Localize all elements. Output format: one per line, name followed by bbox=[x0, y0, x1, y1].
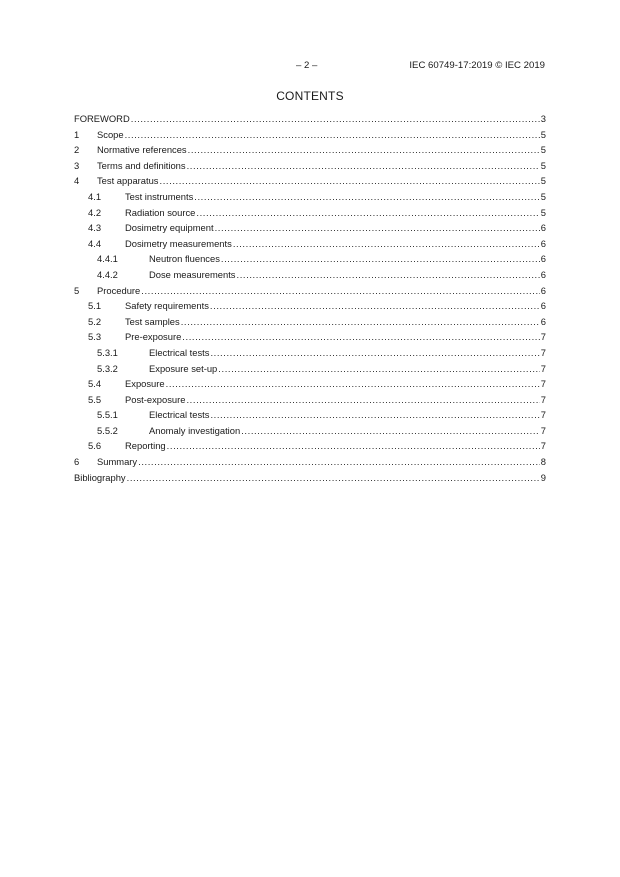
toc-entry-number: 5.3 bbox=[88, 331, 102, 343]
contents-title: CONTENTS bbox=[276, 89, 344, 103]
toc-entry[interactable] bbox=[74, 191, 546, 207]
toc-entry[interactable] bbox=[74, 456, 546, 472]
dot-leader bbox=[194, 191, 540, 202]
toc-entry[interactable] bbox=[74, 222, 546, 238]
dot-leader bbox=[127, 472, 540, 483]
toc-entry-page: 7 bbox=[540, 331, 546, 343]
dot-leader bbox=[166, 378, 540, 389]
toc-entry-number: 4.2 bbox=[88, 206, 102, 218]
dot-leader bbox=[210, 347, 539, 358]
toc-entry-title: Radiation source bbox=[125, 206, 196, 218]
toc-entry-number: 5.3.1 bbox=[97, 346, 118, 358]
toc-entry-title: Procedure bbox=[97, 284, 141, 296]
document-reference: IEC 60749-17:2019 © IEC 2019 bbox=[409, 60, 545, 71]
toc-entry-page: 9 bbox=[540, 471, 546, 483]
toc-entry-title: Bibliography bbox=[74, 471, 126, 483]
toc-entry-number: 4.4.1 bbox=[97, 253, 118, 265]
toc-entry-title: Test apparatus bbox=[97, 175, 159, 187]
dot-leader bbox=[221, 253, 540, 264]
dot-leader bbox=[237, 269, 540, 280]
toc-entry-number: 4.4.2 bbox=[97, 268, 118, 280]
toc-entry[interactable] bbox=[74, 363, 546, 379]
toc-entry-page: 3 bbox=[540, 113, 546, 124]
toc-entry[interactable] bbox=[74, 113, 546, 129]
toc-entry-title: Safety requirements bbox=[125, 300, 209, 312]
toc-entry-title: Pre-exposure bbox=[125, 331, 182, 343]
toc-entry-number: 3 bbox=[74, 159, 80, 171]
toc-entry-page: 5 bbox=[540, 159, 546, 171]
toc-entry-page: 5 bbox=[540, 175, 546, 187]
toc-entry-title: Dosimetry equipment bbox=[125, 222, 214, 234]
toc-entry-number: 5.2 bbox=[88, 315, 102, 327]
toc-entry-page: 7 bbox=[540, 393, 546, 405]
table-of-contents bbox=[74, 113, 546, 487]
toc-entry-number: 2 bbox=[74, 144, 80, 156]
toc-entry-page: 5 bbox=[540, 144, 546, 156]
dot-leader bbox=[181, 316, 540, 327]
page-header bbox=[0, 60, 620, 74]
toc-entry-page: 8 bbox=[540, 456, 546, 468]
toc-entry-title: Test samples bbox=[125, 315, 180, 327]
toc-entry-page: 7 bbox=[540, 424, 546, 436]
toc-entry-page: 6 bbox=[540, 253, 546, 265]
toc-entry[interactable] bbox=[74, 472, 546, 488]
toc-entry-page: 6 bbox=[540, 222, 546, 234]
dot-leader bbox=[182, 331, 540, 342]
dot-leader bbox=[196, 207, 539, 218]
toc-entry[interactable] bbox=[74, 160, 546, 176]
toc-entry-number: 5.5 bbox=[88, 393, 102, 405]
toc-entry[interactable] bbox=[74, 144, 546, 160]
toc-entry-title: Normative references bbox=[97, 144, 187, 156]
dot-leader bbox=[160, 175, 540, 186]
toc-entry-number: 5.6 bbox=[88, 440, 102, 452]
toc-entry[interactable] bbox=[74, 175, 546, 191]
toc-entry-number: 5.4 bbox=[88, 378, 102, 390]
toc-entry-number: 5.1 bbox=[88, 300, 102, 312]
toc-entry-number: 5.5.1 bbox=[97, 409, 118, 421]
toc-entry-page: 7 bbox=[540, 378, 546, 390]
dot-leader bbox=[141, 285, 540, 296]
toc-entry-title: FOREWORD bbox=[74, 113, 130, 124]
toc-entry-title: Neutron fluences bbox=[149, 253, 220, 265]
toc-entry[interactable] bbox=[74, 285, 546, 301]
toc-entry[interactable] bbox=[74, 394, 546, 410]
toc-entry-number: 4.4 bbox=[88, 237, 102, 249]
toc-entry[interactable] bbox=[74, 378, 546, 394]
toc-entry-title: Terms and definitions bbox=[97, 159, 186, 171]
toc-entry-title: Dose measurements bbox=[149, 268, 236, 280]
toc-entry-page: 5 bbox=[540, 206, 546, 218]
toc-entry-title: Summary bbox=[97, 456, 138, 468]
toc-entry[interactable] bbox=[74, 409, 546, 425]
toc-entry[interactable] bbox=[74, 269, 546, 285]
toc-entry[interactable] bbox=[74, 207, 546, 223]
toc-entry-page: 5 bbox=[540, 190, 546, 202]
toc-entry-number: 5 bbox=[74, 284, 80, 296]
toc-entry-page: 7 bbox=[540, 346, 546, 358]
toc-entry[interactable] bbox=[74, 316, 546, 332]
dot-leader bbox=[241, 425, 540, 436]
toc-entry-title: Dosimetry measurements bbox=[125, 237, 232, 249]
toc-entry-page: 6 bbox=[540, 284, 546, 296]
dot-leader bbox=[218, 363, 540, 374]
toc-entry-number: 5.3.2 bbox=[97, 362, 118, 374]
toc-entry-title: Exposure set-up bbox=[149, 362, 218, 374]
toc-entry-page: 5 bbox=[540, 128, 546, 140]
toc-entry-page: 7 bbox=[540, 440, 546, 452]
toc-entry[interactable] bbox=[74, 347, 546, 363]
dot-leader bbox=[210, 300, 540, 311]
toc-entry-title: Anomaly investigation bbox=[149, 424, 241, 436]
toc-entry-number: 4.1 bbox=[88, 190, 102, 202]
toc-entry-title: Electrical tests bbox=[149, 409, 210, 421]
toc-entry-page: 6 bbox=[540, 268, 546, 280]
page-number: – 2 – bbox=[296, 60, 318, 71]
toc-entry[interactable] bbox=[74, 425, 546, 441]
toc-entry[interactable] bbox=[74, 253, 546, 269]
toc-entry-title: Electrical tests bbox=[149, 346, 210, 358]
toc-entry-title: Reporting bbox=[125, 440, 166, 452]
dot-leader bbox=[187, 160, 540, 171]
dot-leader bbox=[186, 394, 539, 405]
dot-leader bbox=[167, 440, 540, 451]
toc-entry[interactable] bbox=[74, 300, 546, 316]
dot-leader bbox=[215, 222, 540, 233]
dot-leader bbox=[125, 129, 540, 140]
toc-entry-page: 6 bbox=[540, 315, 546, 327]
toc-entry[interactable] bbox=[74, 129, 546, 145]
toc-entry-page: 7 bbox=[540, 362, 546, 374]
dot-leader bbox=[233, 238, 540, 249]
toc-entry-number: 6 bbox=[74, 456, 80, 468]
toc-entry-number: 1 bbox=[74, 128, 80, 140]
toc-entry-title: Post-exposure bbox=[125, 393, 186, 405]
toc-entry-page: 7 bbox=[540, 409, 546, 421]
toc-entry-page: 6 bbox=[540, 237, 546, 249]
toc-entry[interactable] bbox=[74, 440, 546, 456]
dot-leader bbox=[210, 409, 539, 420]
toc-entry[interactable] bbox=[74, 238, 546, 254]
toc-entry-number: 5.5.2 bbox=[97, 424, 118, 436]
dot-leader bbox=[188, 144, 540, 155]
toc-entry[interactable] bbox=[74, 331, 546, 347]
toc-entry-page: 6 bbox=[540, 300, 546, 312]
toc-entry-number: 4 bbox=[74, 175, 80, 187]
toc-entry-title: Exposure bbox=[125, 378, 165, 390]
dot-leader bbox=[131, 113, 540, 124]
toc-entry-number: 4.3 bbox=[88, 222, 102, 234]
toc-entry-title: Scope bbox=[97, 128, 124, 140]
toc-entry-title: Test instruments bbox=[125, 190, 194, 202]
dot-leader bbox=[138, 456, 540, 467]
